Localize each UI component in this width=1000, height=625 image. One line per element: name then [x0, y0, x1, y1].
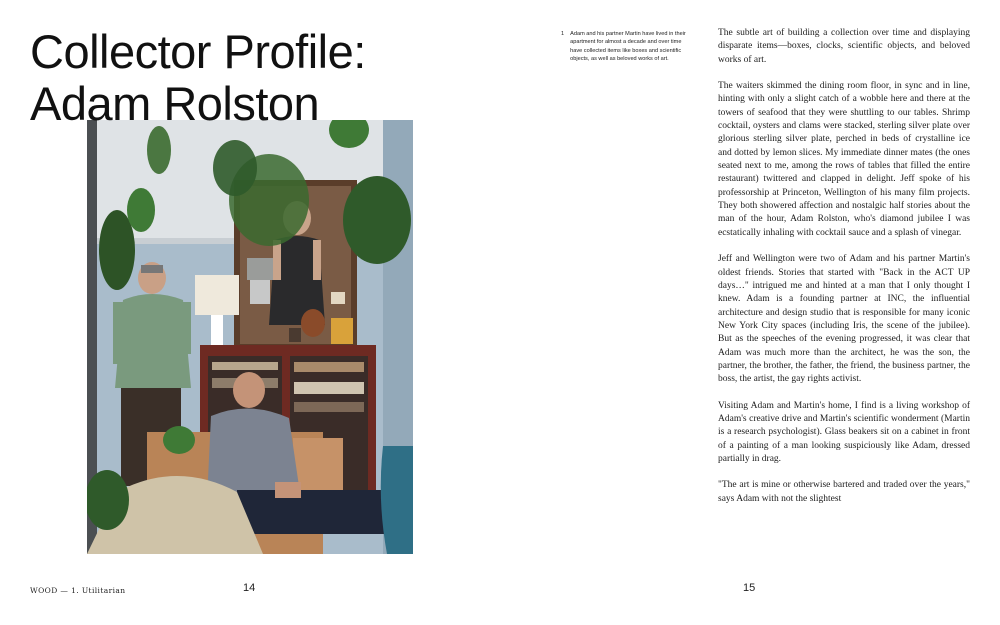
page-title [30, 26, 366, 130]
caption-text: Adam and his partner Martin have lived in their apartment for almost a decade and over time have collected items like boxes and scientific objects, as well as beloved works of art. [570, 31, 686, 62]
article-paragraph: "The art is mine or otherwise bartered and traded over the years," says Adam with not the slightest [718, 480, 970, 504]
caption-number: 1 [561, 31, 565, 37]
title-line-2: Adam Rolston [30, 77, 320, 130]
article-paragraph: The subtle art of building a collection over time and displaying disparate items—boxes, clocks, scientific objects, and beloved works of art. [718, 28, 970, 65]
title-line-1: Collector Profile: [30, 25, 366, 78]
photo-caption [561, 30, 693, 63]
collector-portrait-photo [87, 120, 413, 554]
running-footer: WOOD — 1. Utilitarian [30, 586, 126, 595]
article-paragraph: The waiters skimmed the dining room floor, in sync and in line, hinting with only a slight catch of a wobble here and there at the towers of seafood that they were shuttling to our tables. Shrimp cocktail, oysters and clams were stacked, sterling silver plate over glorious sterling silver plate, perched in beds of crystalline ice and dotted by lemon slices. My immediate dinner mates (the ones seated next to me, among the rows of tables that filled the entire restaurant) twittered and clapped in delight. Jeff spoke of his professorship at Princeton, Wellington of his many film projects. They both showered affection and nostalgic half stories about the man of the hour, Adam Rolston, who's diamond jubilee I was ecstatically inhaling with cocktail sauce and a splash of vinegar. [718, 81, 970, 238]
article-paragraph: Visiting Adam and Martin's home, I find is a living workshop of Adam's creative drive and Martin's scientific wonderment (Martin is a research psychologist). Glass beakers sit on a cabinet in front of a painting of a man looking suspiciously like Adam, dressed partially in drag. [718, 400, 970, 464]
article-body [718, 27, 970, 519]
page-number-left: 14 [243, 582, 256, 594]
article-paragraph: Jeff and Wellington were two of Adam and his partner Martin's oldest friends. Stories that started with "Back in the ACT UP days…" intrigued me and hinted at a man that I only thought I knew. Adam is a founding partner at INC, the influential architecture and design studio that is responsible for many iconic New York City spaces (including Iris, the scene of the jubilee). But as the speeches of the evening progressed, it was clear that Adam was much more than the architect, he was the son, the partner, the brother, the father, the friend, the business partner, the boss, the artist, the gay rights activist. [718, 254, 970, 385]
page-number-right: 15 [743, 582, 756, 594]
